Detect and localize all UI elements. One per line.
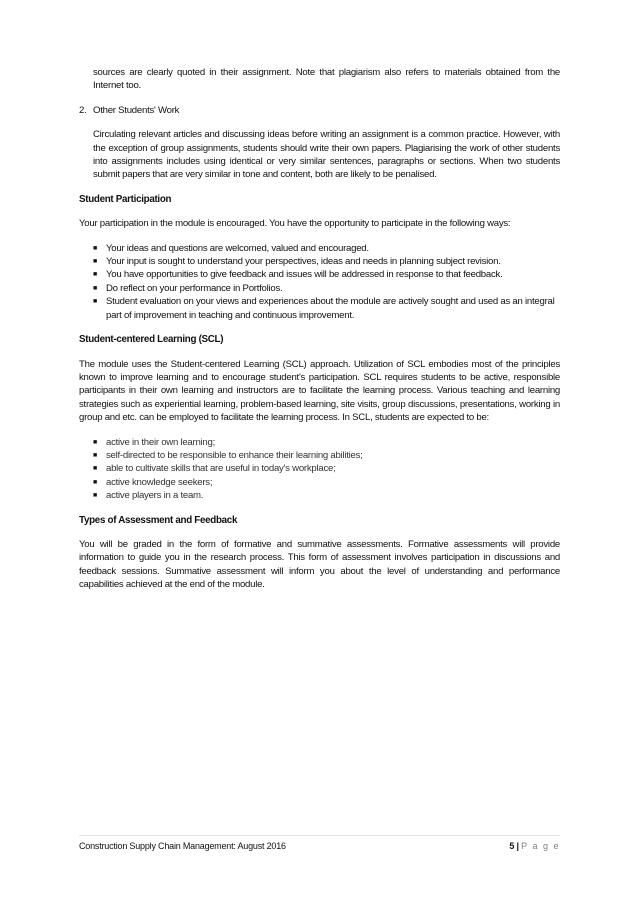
- list-item: ■ Your input is sought to understand your perspectives, ideas and needs in planning subject revision.: [93, 256, 501, 268]
- bullet-icon: ■: [93, 451, 97, 459]
- numbered-item-other-students: [79, 104, 560, 117]
- section-heading-scl: Student-centered Learning (SCL): [79, 334, 224, 346]
- bullet-icon: ■: [93, 478, 97, 486]
- bullet-icon: ■: [93, 271, 97, 279]
- section-heading-participation: Student Participation: [79, 193, 172, 205]
- page-number: 5: [509, 841, 515, 851]
- section-heading-assessment: Types of Assessment and Feedback: [79, 514, 238, 526]
- bullet-icon: ■: [93, 438, 97, 446]
- footer-title: Construction Supply Chain Management: August 2016: [79, 841, 286, 851]
- bullet-icon: ■: [93, 492, 97, 500]
- list-item: ■ active players in a team.: [93, 490, 204, 502]
- list-item: ■ Student evaluation on your views and experiences about the module are actively sought and used as an integral part of improvement in teaching and continuous improvement.: [93, 296, 555, 321]
- bullet-icon: ■: [93, 258, 97, 266]
- footer-divider: [79, 835, 560, 836]
- other-students-paragraph: Circulating relevant articles and discussing ideas before writing an assignment is a common practice. However, with the exception of group assignments, students should write their own papers. Plagiarising the work of other students into assignments includes using identical or very similar sentences, paragraphs or sections. When two students submit papers that are very similar in tone and content, both are likely to be penalised.: [93, 129, 560, 181]
- scl-list: [79, 436, 560, 503]
- bullet-icon: ■: [93, 244, 97, 252]
- list-item: ■ You have opportunities to give feedback and issues will be addressed in response to that feedback.: [93, 269, 503, 281]
- item-number: 2.: [79, 104, 87, 116]
- list-item: ■ self-directed to be responsible to enhance their learning abilities;: [93, 449, 363, 461]
- participation-intro: Your participation in the module is encouraged. You have the opportunity to participate in the following ways:: [79, 218, 511, 230]
- page-content: [79, 66, 560, 592]
- bullet-icon: ■: [93, 465, 97, 473]
- plagiarism-continuation: sources are clearly quoted in their assignment. Note that plagiarism also refers to materials obtained from the Internet too.: [93, 67, 560, 92]
- assessment-paragraph: You will be graded in the form of formative and summative assessments. Formative assessments will provide information to guide you in the research process. This form of assessment involves participation in discussions and feedback sessions. Summative assessment will inform you about the level of understanding and performance capabilities achieved at the end of the module.: [79, 538, 560, 591]
- scl-paragraph: The module uses the Student-centered Learning (SCL) approach. Utilization of SCL embodies most of the principles known to improve learning and to encourage student's participation. SCL requires students to be active, responsible participants in their own learning and instructors are to facilitate the learning process. Various teaching and learning strategies such as experiential learning, problem-based learning, site visits, group discussions, presentations, working in group and etc. can be employed to facilitate the learning process. In SCL, students are expected to be:: [79, 358, 560, 424]
- page-indicator: [509, 841, 560, 851]
- page-footer: [79, 841, 560, 851]
- list-item: ■ able to cultivate skills that are useful in today's workplace;: [93, 463, 336, 475]
- participation-list: [79, 242, 560, 322]
- page-word: P a g e: [521, 841, 560, 851]
- bullet-icon: ■: [93, 284, 97, 292]
- list-item: ■ active in their own learning;: [93, 436, 216, 448]
- bullet-icon: ■: [93, 298, 97, 306]
- list-item: ■ active knowledge seekers;: [93, 476, 213, 488]
- list-item: ■ Do reflect on your performance in Portfolios.: [93, 282, 283, 294]
- list-item: ■ Your ideas and questions are welcomed, valued and encouraged.: [93, 242, 369, 254]
- page-separator: |: [516, 841, 519, 851]
- item-heading: Other Students' Work: [93, 104, 180, 116]
